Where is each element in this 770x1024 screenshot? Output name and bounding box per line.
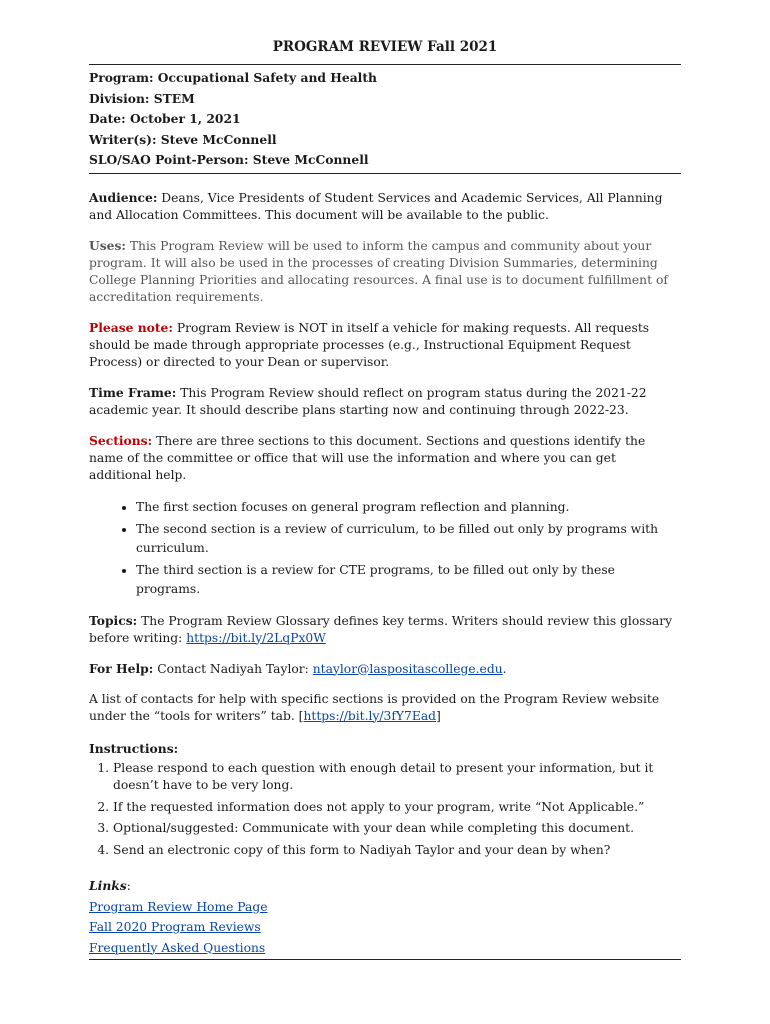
bottom-divider	[89, 959, 681, 960]
contacts-end: ]	[436, 708, 441, 723]
timeframe-label: Time Frame:	[89, 384, 177, 400]
links-colon: :	[126, 879, 131, 893]
instructions-heading	[89, 740, 681, 758]
note-label: Please note:	[89, 319, 173, 335]
list-item: • The second section is a review of curriculum, to be filled out only by programs with curriculum.	[136, 520, 681, 558]
tools-link[interactable]: https://bit.ly/3fY7Ead	[303, 708, 437, 723]
audience-text: Deans, Vice Presidents of Student Services and Academic Services, All Planning and Allocation Committees. This document will be available to the public.	[89, 190, 663, 222]
meta-slo: SLO/SAO Point-Person: Steve McConnell	[89, 152, 369, 167]
meta-program: Program: Occupational Safety and Health	[89, 70, 377, 85]
meta-division: Division: STEM	[89, 90, 195, 106]
list-item: 3. Optional/suggested: Communicate with your dean while completing this document.	[113, 820, 681, 838]
contacts-paragraph	[89, 691, 681, 725]
uses-text: This Program Review will be used to inform the campus and community about your program. It will also be used in the processes of creating Division Summaries, determining College Planning Priorities and allocating resources. A final use is to document fulfillment of accreditation requirements.	[89, 238, 668, 304]
help-label: For Help:	[89, 660, 154, 676]
audience-paragraph	[89, 189, 681, 224]
list-item: • The third section is a review for CTE programs, to be filled out only by these programs.	[136, 561, 681, 599]
meta-date: Date: October 1, 2021	[89, 111, 241, 126]
sections-text: There are three sections to this document. Sections and questions identify the name of the committee or office that will use the information and where you can get additional help.	[89, 433, 646, 482]
sections-label: Sections:	[89, 432, 153, 448]
list-item: 4. Send an electronic copy of this form to Nadiyah Taylor and your dean by when?	[113, 842, 681, 860]
instructions-list	[89, 760, 681, 860]
program-review-home-link[interactable]: Program Review Home Page	[89, 899, 268, 914]
email-link[interactable]: ntaylor@laspositascollege.edu	[312, 661, 503, 676]
list-item: • The first section focuses on general program reflection and planning.	[136, 498, 681, 517]
instructions-label: Instructions:	[89, 740, 179, 756]
links-section	[89, 876, 681, 958]
list-item: 1. Please respond to each question with enough detail to present your information, but it doesn’t have to be very long.	[113, 760, 681, 795]
program-meta	[89, 65, 681, 173]
page-title: PROGRAM REVIEW Fall 2021	[272, 39, 498, 55]
list-item: 2. If the requested information does not apply to your program, write “Not Applicable.”	[113, 799, 681, 817]
links-heading	[89, 876, 681, 897]
help-text: Contact Nadiyah Taylor:	[153, 661, 313, 676]
timeframe-paragraph	[89, 384, 681, 419]
note-text: Program Review is NOT in itself a vehicle for making requests. All requests should be made through appropriate processes (e.g., Instructional Equipment Request Process) or directed to your Dean or supervisor.	[89, 320, 650, 369]
topics-paragraph	[89, 612, 681, 647]
fall-2020-reviews-link[interactable]: Fall 2020 Program Reviews	[89, 920, 261, 934]
topics-text: The Program Review Glossary defines key terms. Writers should review this glossary before writing:	[89, 613, 673, 645]
timeframe-text: This Program Review should reflect on program status during the 2021-22 academic year. It should describe plans starting now and continuing through 2022-23.	[89, 385, 647, 417]
uses-label: Uses:	[89, 237, 126, 253]
audience-label: Audience:	[89, 189, 158, 205]
faq-link[interactable]: Frequently Asked Questions	[89, 940, 266, 955]
topics-label: Topics:	[89, 612, 138, 628]
sections-paragraph	[89, 432, 681, 484]
help-end: .	[502, 661, 507, 676]
meta-writers: Writer(s): Steve McConnell	[89, 131, 277, 147]
contacts-text: A list of contacts for help with specific sections is provided on the Program Review website under the “tools for writers” tab. [	[89, 691, 660, 723]
links-label: Links	[89, 878, 127, 893]
note-paragraph	[89, 319, 681, 371]
glossary-link[interactable]: https://bit.ly/2LqPx0W	[186, 630, 326, 645]
sections-list	[89, 498, 681, 599]
help-paragraph	[89, 660, 681, 678]
uses-paragraph	[89, 237, 681, 306]
meta-divider	[89, 173, 681, 174]
document-page	[89, 38, 681, 960]
